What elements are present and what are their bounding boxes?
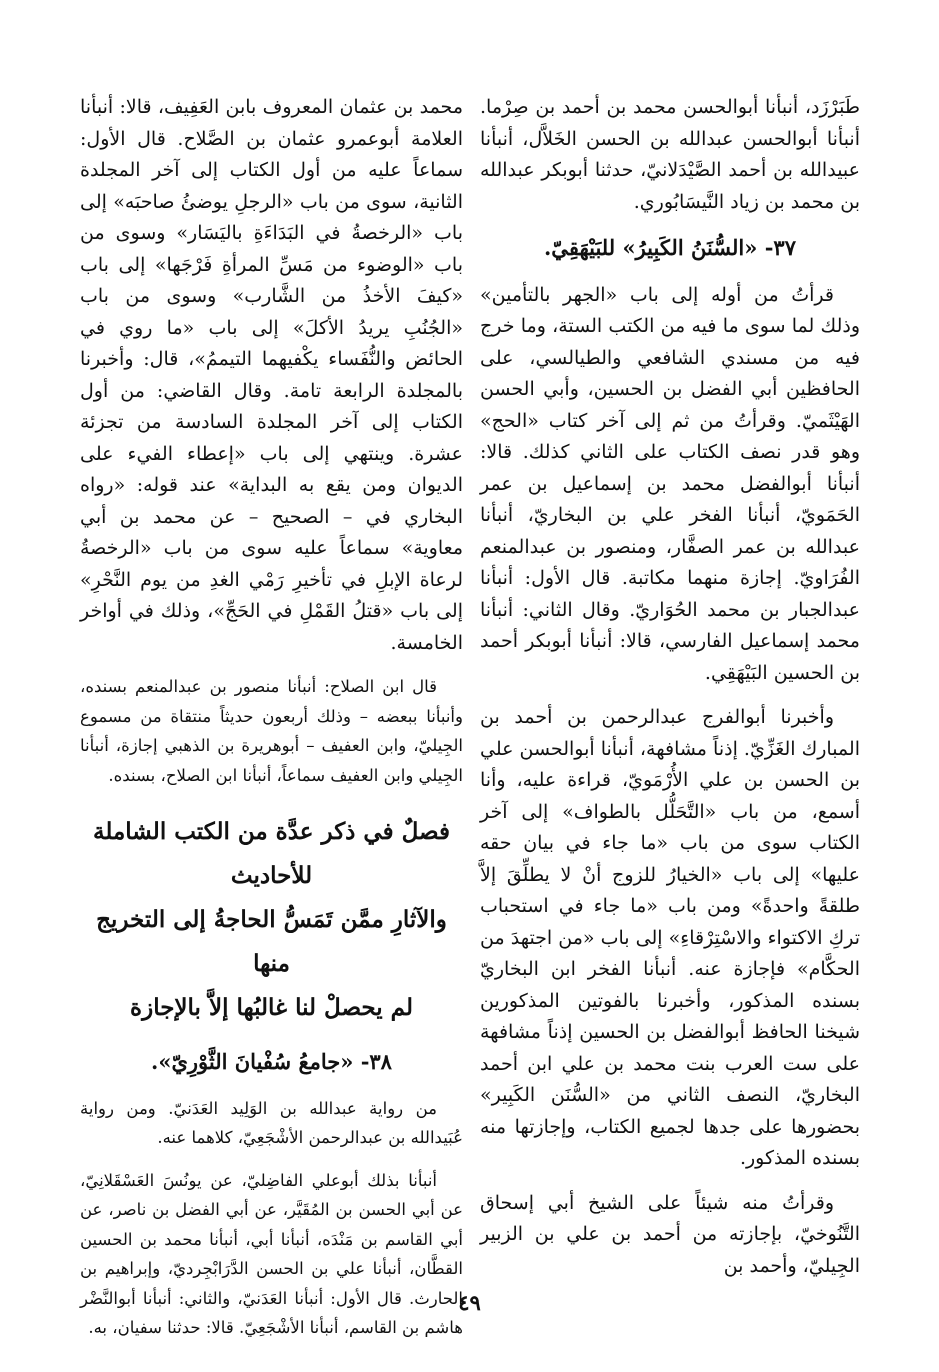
paragraph: قال ابن الصلاح: أنبأنا منصور بن عبدالمنعم بسنده، وأنبأنا ببعضه – وذلك أربعون حديثاً منتقاة من مسموع الجِيليّ، وابن العفيف – أبوهريرة بن الذهبي إجازة، أنبأنا الجِيلي وابن العفيف سماعاً، أنبأنا ابن الصلاح، بسنده. [80,677,463,785]
chapter-title-line: لم يحصلْ لنا غالبُها إلاَّ بالإجازة [130,994,413,1021]
right-column [480,92,860,1282]
paragraph: وقرأتُ منه شيئاً على الشيخ أبي إسحاق التَّنُوخيّ، بإجازته من أحمد بن علي بن الزبير الجِيليّ، وأحمد بن [480,1191,860,1277]
left-column [80,92,463,1343]
paragraph: أنبأنا بذلك أبوعلي الفاضِليّ، عن يونُسَ العَسْقَلانِيّ، عن أبي الحسن بن المُقَيَّر، عن أبي الفضل بن ناصر، عن أبي القاسم بن مَنْدَه، أنبأنا أبي، أنبأنا محمد بن الحسين القطَّان، أنبأنا علي بن الحسن الدَّرَابْجِرديّ، وإبراهيم بن الحارث. قال الأول: أنبأنا العَدَنيّ، والثاني: أنبأنا أبوالنَّضْر هاشم بن القاسم، أنبأنا الأشْجَعِيّ. قالا: حدثنا سفيان، به. [80,1170,463,1337]
chapter-title-line: والآثارِ ممَّن تَمَسُّ الحاجةُ إلى التخريج منها [96,906,447,977]
paragraph: محمد بن عثمان المعروف بابن العَفِيف، قالا: أنبأنا العلامة أبوعمرو عثمان بن الصَّلاح. قال الأول: سماعاً عليه من أول الكتاب إلى آخر المجلدة الثانية، سوى من باب «الرجلِ يوضئُ صاحبَه» إلى باب «الرخصةُ في البَدَاءَةِ باليَسَار» وسوى من باب «الوضوء من مَسِّ المرأةِ فَرْجَها» إلى باب «كيفَ الأخذُ من الشَّارب» وسوى من باب «الجُنُبِ يريدُ الأكلَ» إلى باب «ما روي في الحائض والنُّفَساء يكْفيهما التيممُ»، قال: وأخبرنا بالمجلدة الرابعة تامة. وقال القاضي: من أول الكتاب إلى آخر المجلدة السادسة من تجزئة عشرة. وينتهي إلى باب «إعطاء الفيء على الديوان ومن يقع به البداية» عند قوله: «رواه البخاري في – الصحيح – عن محمد بن أبي معاوية» سماعاً عليه سوى من باب «الرخصةُ لرعاة الإبلِ في تأخيرِ رَمْي الغدِ من يوم النَّحْرِ» إلى باب «قتلُ القَمْلِ في الحَجِّ»، وذلك في أواخر الخامسة. [80,96,463,654]
paragraph: قرأتُ من أوله إلى باب «الجهر بالتأمين» وذلك لما سوى ما فيه من الكتب الستة، وما خرج فيه من مسندي الشافعي والطيالسي، على الحافظين أبي الفضل بن الحسين، وأبي الحسن الهَيْثَميّ. وقرأتُ من ثم إلى آخر كتاب «الحج» وهو قدر نصف الكتاب على الثاني كذلك. قالا: أنبأنا أبوالفضل محمد بن إسماعيل بن عمر الحَمَويّ، أنبأنا الفخر علي بن البخاريّ، أنبأنا عبدالله بن عمر الصفَّار، ومنصور بن عبدالمنعم الفُرَاويّ. إجازة منهما مكاتبة. قال الأول: أنبأنا عبدالجبار بن محمد الحُوَاريّ. وقال الثاني: أنبأنا محمد إسماعيل الفارسي، قالا: أنبأنا أبوبكر أحمد بن الحسين البَيْهَقِي. [480,283,860,684]
chapter-title-line: فصلٌ في ذكر عدَّة من الكتب الشاملة للأحاديث [93,818,450,889]
page-number: ٤٩ [458,1290,481,1315]
paragraph: من رواية عبدالله بن الوَلِيد العَدَنيّ. ومن رواية عُبَيدالله بن عبدالرحمن الأشْجَعِيّ، كلاهما عنه. [80,1098,463,1147]
paragraph: طَبَرْزَد، أنبأنا أبوالحسن محمد بن أحمد بن صِرْما. أنبأنا أبوالحسن عبدالله بن الحسن الخَلاَّل، أنبأنا عبيدالله بن أحمد الصَّيْدَلانيّ، حدثنا أبوبكر عبدالله بن محمد بن زياد النَّيسَابُوري. [480,96,860,213]
section-heading-37: ٣٧- «السُّنَنُ الكَبِيرُ» للبَيْهَقِيّ. [544,235,796,260]
section-heading-38: ٣٨- «جامعُ سُفْيانَ الثَّوْرِيّ». [151,1049,392,1074]
chapter-title [80,810,463,1030]
paragraph: وأخبرنا أبوالفرج عبدالرحمن بن أحمد بن المبارك الغَزِّيّ. إذناً مشافهة، أنبأنا أبوالحسن علي بن الحسن بن علي الأُرْمَويّ، قراءة عليه، وأنا أسمع، من باب «التَّحَلُّل بالطواف» إلى آخر الكتاب سوى من باب «ما جاء في بيان حقه عليها» إلى باب «الخيارُ للزوج أنْ لا يطلِّقَ إلاَّ طلقةً واحدةً» ومن باب «ما جاء في استحباب تركِ الاكتواء والاسْتِرْقاءِ» إلى باب «من اجتهدَ من الحكَّام» فإجازة عنه. أنبأنا الفخر ابن البخاريّ بسنده المذكور، وأخبرنا بالفوتين المذكورين شيخنا الحافظ أبوالفضل بن الحسين إذناً مشافهة على ست العرب بنت محمد بن علي ابن أحمد البخاريّ، النصف الثاني من «السُّنَن الكَبِير» بحضورها على جدها لجميع الكتاب، وإجازتها منه بسنده المذكور. [480,706,860,1169]
